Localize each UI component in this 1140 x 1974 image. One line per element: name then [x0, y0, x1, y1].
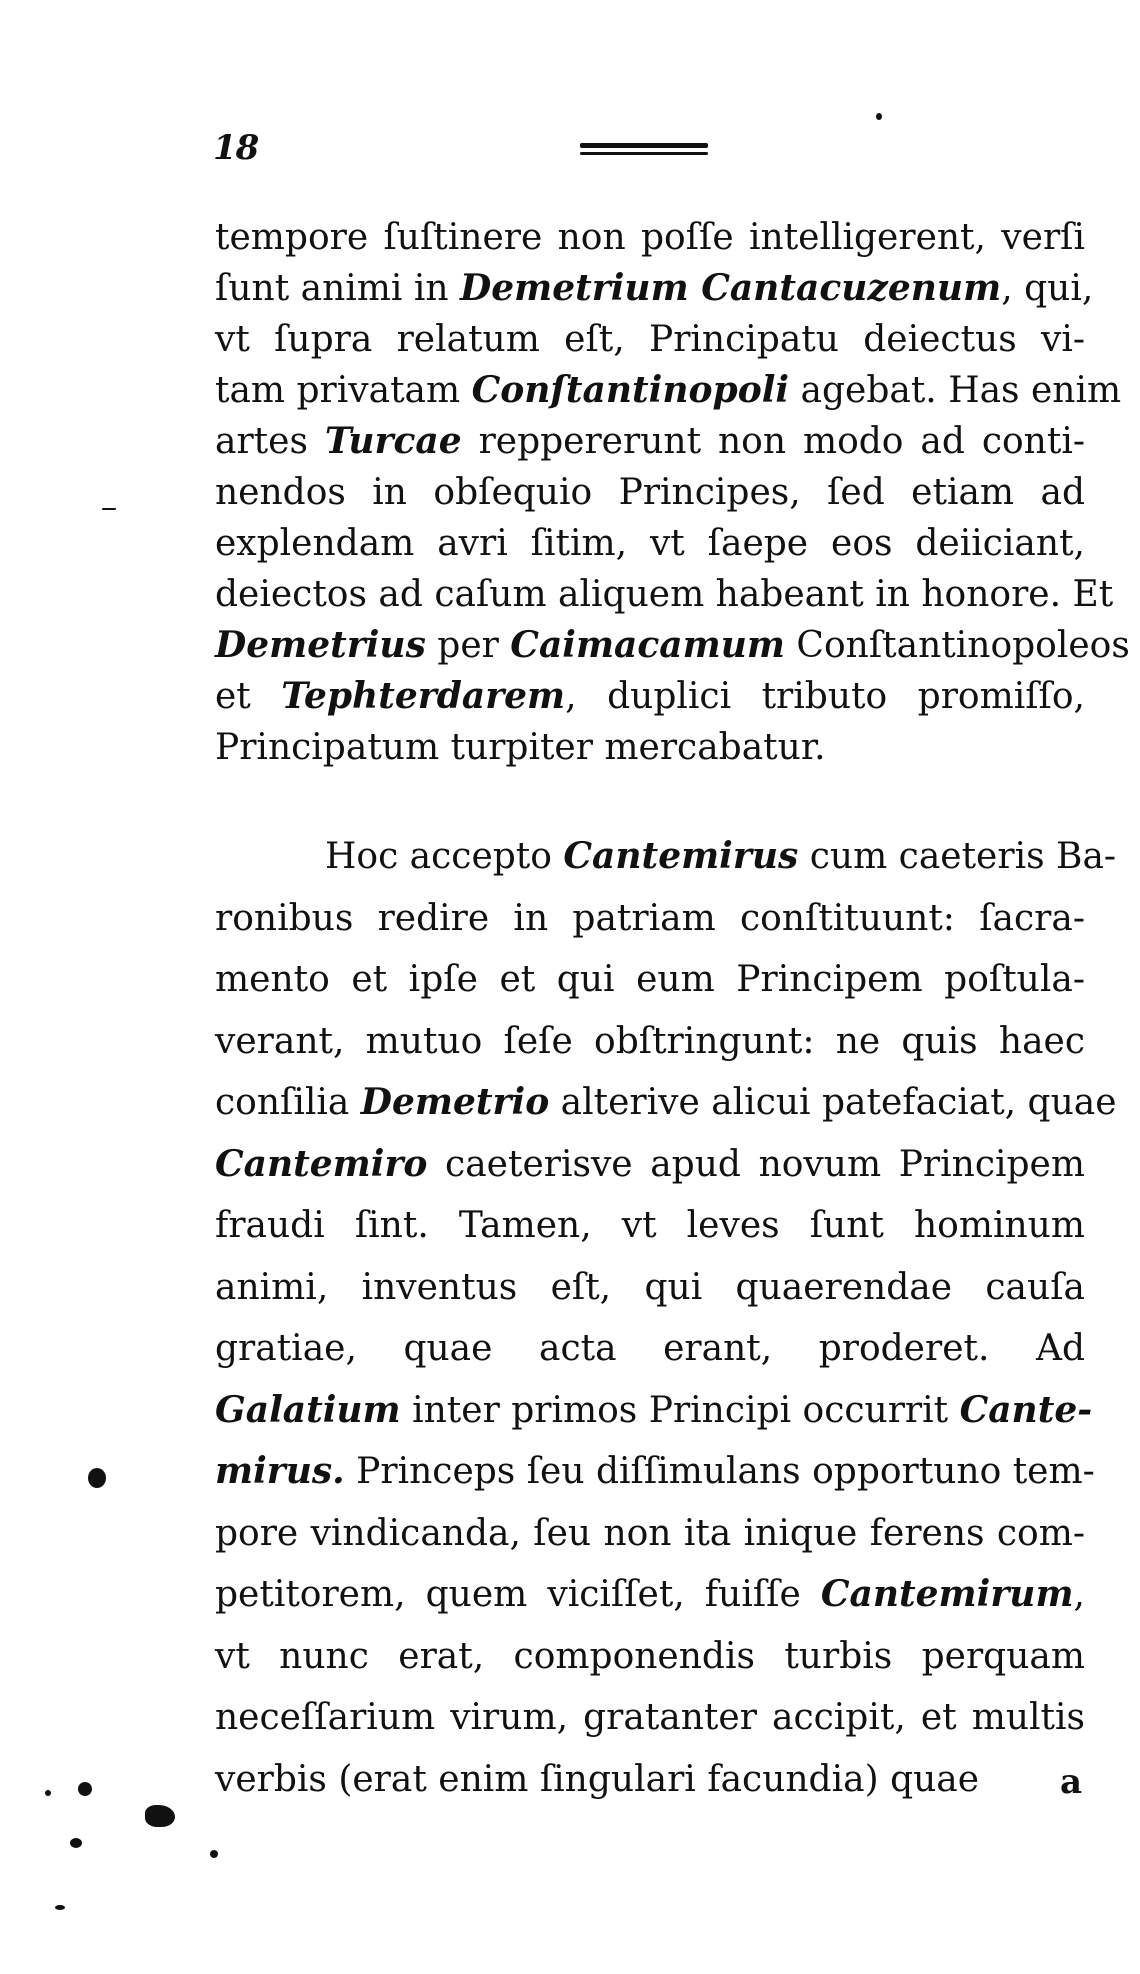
text-line: [215, 1318, 1085, 1380]
text-line: [215, 212, 1085, 263]
italic-text: Demetrius: [215, 624, 426, 666]
text-segment: fraudi ſint. Tamen, vt leves ſunt hominum: [215, 1205, 1085, 1246]
text-segment: , duplici tributo promiſſo,: [565, 676, 1085, 717]
text-segment: deiectos ad caſum aliquem habeant in honore. Et: [215, 574, 1114, 615]
text-line: [215, 1195, 1085, 1257]
text-segment: reppererunt non modo ad conti-: [461, 421, 1085, 462]
text-line: [215, 826, 1117, 888]
ink-blot: [70, 1838, 82, 1848]
italic-text: Tephterdarem: [281, 675, 566, 717]
text-line: [215, 1072, 1117, 1134]
text-line: [215, 1626, 1085, 1688]
text-line: [215, 314, 1085, 365]
italic-text: mirus.: [215, 1450, 345, 1492]
text-segment: vt ſupra relatum eſt, Principatu deiectus vi-: [215, 319, 1085, 360]
text-line: [215, 949, 1085, 1011]
text-segment: caeterisve apud novum Principem: [427, 1143, 1085, 1185]
italic-text: Conſtantinopoli: [471, 369, 790, 411]
header-rule-bar: [580, 152, 708, 155]
text-line: [215, 416, 1085, 467]
paragraph-2: [215, 826, 1117, 1810]
text-segment: , qui,: [1001, 268, 1094, 309]
text-line: [215, 620, 1130, 671]
text-line: [215, 1011, 1085, 1073]
ink-blot: [102, 508, 116, 510]
text-segment: ſunt animi in: [215, 268, 461, 309]
text-segment: ronibus redire in patriam conſtituunt: ſacra-: [215, 897, 1085, 939]
text-line: [215, 1687, 1085, 1749]
text-line: [215, 671, 1085, 722]
text-segment: artes: [215, 421, 325, 462]
text-segment: petitorem, quem viciſſet, fuiſſe: [215, 1574, 821, 1615]
italic-text: Cantemirum: [820, 1573, 1074, 1615]
text-segment: ,: [1073, 1574, 1085, 1615]
text-line: [215, 888, 1085, 950]
text-segment: per: [425, 625, 511, 666]
text-segment: Principatum turpiter mercabatur.: [215, 727, 826, 768]
text-line: [215, 518, 1085, 569]
text-segment: tempore ſuſtinere non poſſe intelligerent, verſi: [215, 217, 1085, 258]
ink-blot: [78, 1782, 92, 1796]
text-segment: Princeps ſeu diſſimulans opportuno tem-: [344, 1451, 1095, 1492]
text-segment: explendam avri ſitim, vt ſaepe eos deiiciant,: [215, 523, 1085, 564]
text-segment: Conſtantinopoleos: [784, 625, 1130, 666]
text-segment: et: [215, 676, 282, 717]
italic-text: Caimacamum: [510, 624, 785, 666]
italic-text: Demetrio: [360, 1081, 550, 1123]
text-segment: agebat. Has enim: [789, 370, 1122, 411]
ink-blot: [210, 1850, 218, 1858]
text-segment: conſilia: [215, 1082, 361, 1123]
ink-blot: [45, 1790, 51, 1796]
ink-blot: [88, 1468, 106, 1488]
text-segment: alterive alicui patefaciat, quae: [549, 1082, 1117, 1123]
ink-blot: [876, 113, 882, 120]
header-rule: [580, 143, 708, 159]
text-segment: tam privatam: [215, 370, 472, 411]
text-line: [215, 722, 1085, 773]
text-line: [215, 1380, 1093, 1442]
text-line: [215, 1564, 1085, 1626]
italic-text: Turcae: [324, 420, 462, 462]
text-line: [215, 569, 1114, 620]
text-segment: animi, inventus eſt, qui quaerendae cauſa: [215, 1266, 1085, 1308]
catchword: a: [1060, 1762, 1083, 1802]
text-line: [215, 263, 1094, 314]
italic-text: Galatium: [215, 1388, 401, 1431]
header-rule-bar: [580, 143, 708, 148]
text-segment: neceſſarium virum, gratanter accipit, et multis: [215, 1697, 1085, 1738]
text-segment: mento et ipſe et qui eum Principem poſtula-: [215, 959, 1085, 1000]
text-segment: Hoc accepto: [325, 836, 564, 877]
text-segment: nendos in obſequio Principes, ſed etiam ad: [215, 472, 1085, 513]
ink-blot: [145, 1805, 175, 1827]
italic-text: Cante-: [959, 1388, 1093, 1431]
paragraph-1: [215, 212, 1130, 773]
italic-text: Demetrium Cantacuzenum: [460, 267, 1002, 309]
page-number: 18: [213, 128, 259, 168]
text-line: [215, 1257, 1085, 1319]
text-segment: verant, mutuo ſeſe obſtringunt: ne quis haec: [215, 1020, 1085, 1062]
ink-blot: [55, 1905, 65, 1910]
italic-text: Cantemiro: [215, 1142, 428, 1185]
text-segment: inter primos Principi occurrit: [400, 1389, 960, 1431]
italic-text: Cantemirus: [563, 835, 799, 877]
text-line: [215, 365, 1122, 416]
text-line: [215, 1441, 1095, 1503]
text-segment: cum caeteris Ba-: [798, 836, 1117, 877]
text-segment: gratiae, quae acta erant, proderet. Ad: [215, 1328, 1085, 1369]
text-line: [215, 1503, 1085, 1565]
text-line: [215, 1749, 1085, 1811]
text-segment: verbis (erat enim ſingulari facundia) quae: [215, 1758, 980, 1800]
text-line: [215, 467, 1085, 518]
text-segment: vt nunc erat, componendis turbis perquam: [215, 1635, 1085, 1677]
text-line: [215, 1134, 1085, 1196]
text-segment: pore vindicanda, ſeu non ita inique ferens com-: [215, 1512, 1085, 1554]
